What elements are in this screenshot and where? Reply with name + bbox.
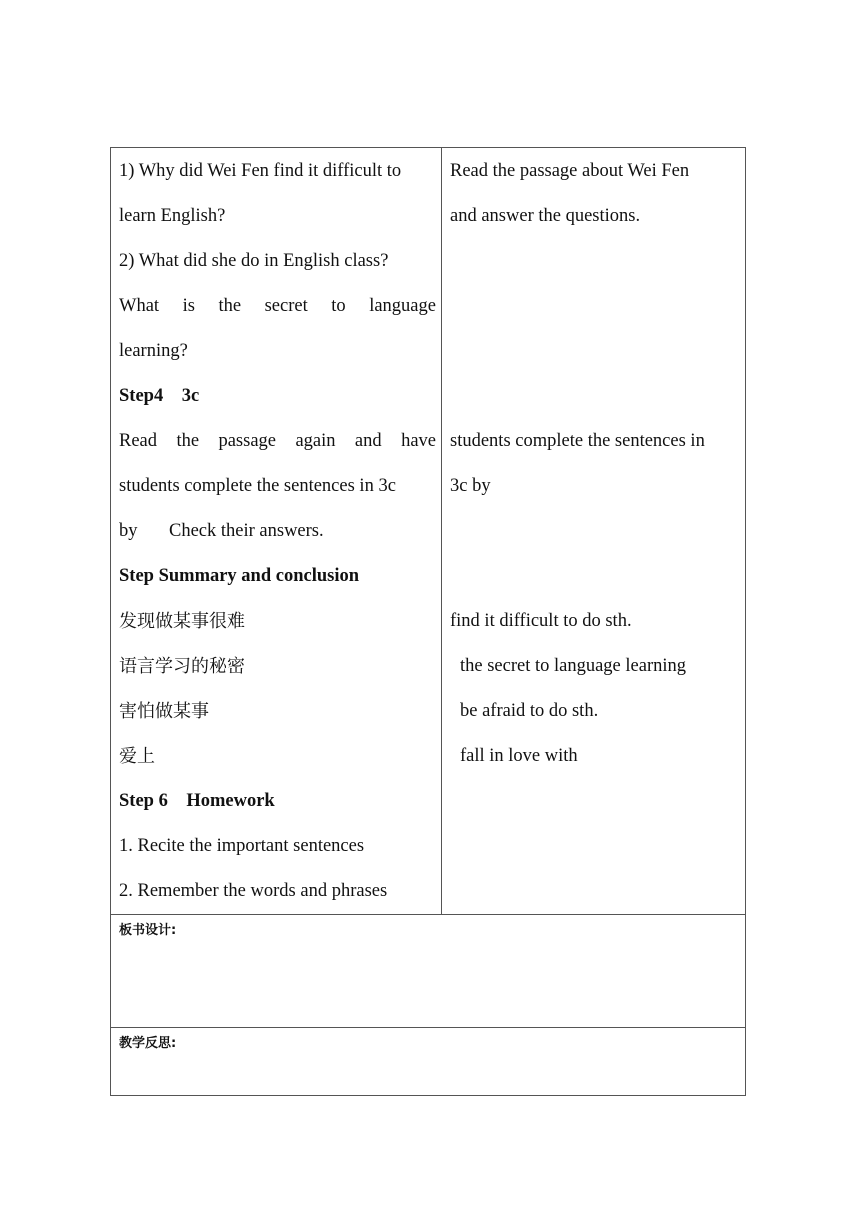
word: the — [176, 431, 200, 451]
word: secret — [264, 296, 308, 316]
word: and — [354, 431, 382, 451]
step4-heading: Step4 3c — [119, 386, 200, 406]
homework-item-1: 1. Recite the important sentences — [119, 836, 365, 856]
word: again — [295, 431, 336, 451]
question-2-line-1: 2) What did she do in English class? — [119, 251, 389, 271]
phrase-en-3: be afraid to do sth. — [460, 701, 599, 721]
question-2-line-3: learning? — [119, 341, 188, 361]
question-1-line-2: learn English? — [119, 206, 226, 226]
phrase-cn-1: 发现做某事很难 — [119, 611, 245, 632]
word: language — [369, 296, 436, 316]
table-border-left — [110, 147, 111, 1096]
phrase-en-2: the secret to language learning — [460, 656, 687, 676]
word: have — [401, 431, 436, 451]
reflection-label: 教学反思: — [119, 1036, 177, 1051]
phrase-en-4: fall in love with — [460, 746, 578, 766]
row-divider-board — [110, 914, 746, 915]
step4-line-1 — [119, 419, 436, 464]
word: is — [182, 296, 195, 316]
word: passage — [218, 431, 277, 451]
right-cell — [450, 149, 740, 914]
table-border-top — [110, 147, 746, 148]
phrase-cn-3: 害怕做某事 — [119, 701, 209, 722]
word: the — [218, 296, 242, 316]
question-1-line-1: 1) Why did Wei Fen find it difficult to — [119, 161, 402, 181]
board-design-label: 板书设计: — [119, 923, 177, 938]
word: to — [331, 296, 346, 316]
summary-heading: Step Summary and conclusion — [119, 566, 360, 586]
lesson-table — [110, 147, 746, 1096]
table-border-bottom — [110, 1095, 746, 1096]
left-cell — [119, 149, 436, 914]
question-2-line-2 — [119, 284, 436, 329]
step4-line-3-by: by — [119, 521, 138, 541]
phrase-cn-2: 语言学习的秘密 — [119, 656, 245, 677]
read-line-2: and answer the questions. — [450, 206, 641, 226]
read-line-1: Read the passage about Wei Fen — [450, 161, 690, 181]
step6-heading: Step 6 Homework — [119, 791, 275, 811]
phrase-en-1: find it difficult to do sth. — [450, 611, 632, 631]
word: What — [119, 296, 160, 316]
row-divider-reflection — [110, 1027, 746, 1028]
column-divider — [441, 147, 442, 914]
complete-line-2: 3c by — [450, 476, 491, 496]
step4-line-2: students complete the sentences in 3c — [119, 476, 396, 496]
complete-line-1: students complete the sentences in — [450, 431, 705, 451]
word: Read — [119, 431, 158, 451]
table-border-right — [745, 147, 746, 1096]
phrase-cn-4: 爱上 — [119, 746, 155, 767]
step4-line-3-rest: Check their answers. — [169, 521, 324, 541]
homework-item-2: 2. Remember the words and phrases — [119, 881, 388, 901]
